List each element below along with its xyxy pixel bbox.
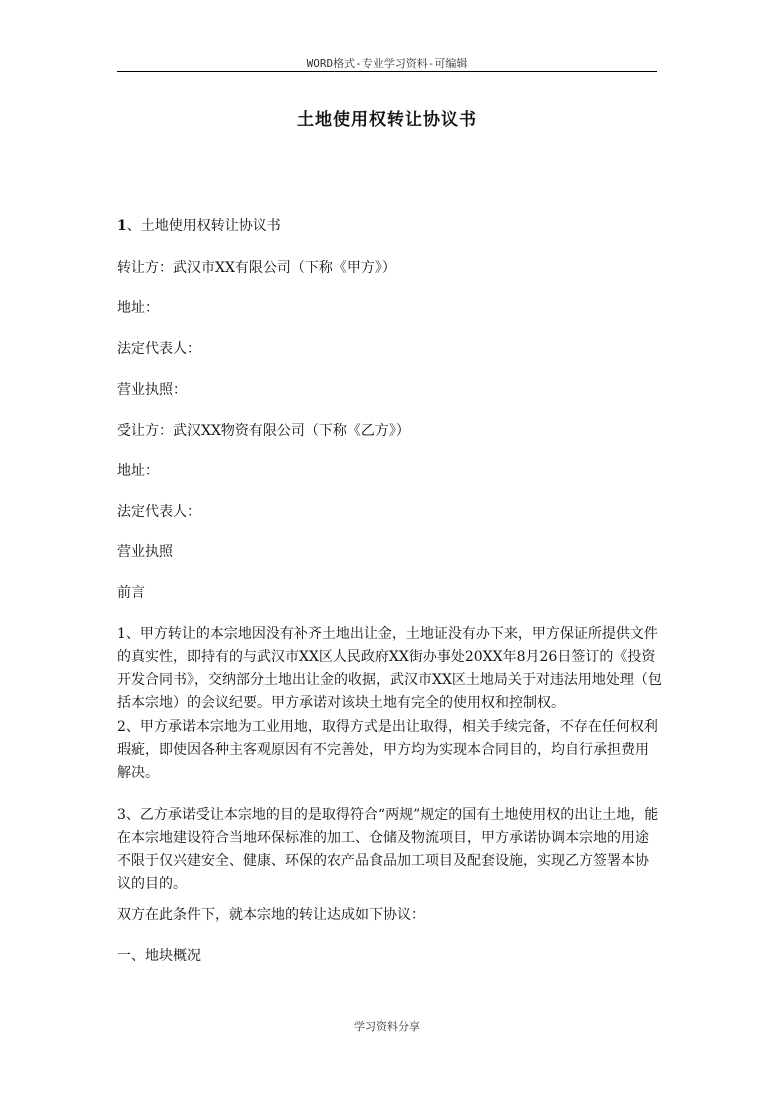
preface-label: 前言: [117, 585, 145, 601]
transferee-legal-rep-label: 法定代表人：: [117, 504, 201, 520]
clause-1: 1、甲方转让的本宗地因没有补齐土地出让金，土地证没有办下来，甲方保证所提供文件的真实性，即持有的与武汉市XX区人民政府XX街办事处20XX年8月26日签订的《投资开发合同书》，交纳部分土地出让金的收据，武汉市XX区土地局关于对违法用地处理（包括本宗地）的会议纪要。甲方承诺对该块土地有完全的使用权和控制权。: [117, 626, 662, 711]
section-heading-number: 1: [117, 218, 127, 234]
transferor-party-line: 转让方：武汉市XX有限公司（下称《甲方》）: [117, 260, 396, 276]
section-one-heading: 一、地块概况: [117, 948, 201, 964]
page-footer: 学习资料分享: [354, 1020, 420, 1033]
clause-2: 2、甲方承诺本宗地为工业用地，取得方式是出让取得，相关手续完备，不存在任何权利瑕疵，即使因各种主客观原因有不完善处，甲方均为实现本合同目的，均自行承担费用解决。: [117, 719, 658, 781]
header-divider: [117, 71, 657, 72]
document-title: 土地使用权转让协议书: [297, 110, 477, 130]
transferee-address-label: 地址：: [117, 463, 159, 479]
section-heading: [117, 215, 662, 238]
transferor-legal-rep-label: 法定代表人：: [117, 341, 201, 357]
agreement-intro: 双方在此条件下，就本宗地的转让达成如下协议：: [117, 907, 425, 923]
transferor-address-label: 地址：: [117, 300, 159, 316]
page-header: WORD格式-专业学习资料-可编辑: [306, 57, 468, 70]
section-heading-text: 、土地使用权转让协议书: [126, 218, 281, 234]
transferee-license-label: 营业执照: [117, 544, 173, 560]
transferee-party-line: 受让方：武汉XX物资有限公司（下称《乙方》）: [117, 423, 410, 439]
clause-3: 3、乙方承诺受让本宗地的目的是取得符合“两规”规定的国有土地使用权的出让土地，能在本宗地建设符合当地环保标准的加工、仓储及物流项目，甲方承诺协调本宗地的用途不限于仅兴建安全、健康、环保的农产品食品加工项目及配套设施，实现乙方签署本协议的目的。: [117, 807, 659, 892]
transferor-license-label: 营业执照：: [117, 382, 187, 398]
